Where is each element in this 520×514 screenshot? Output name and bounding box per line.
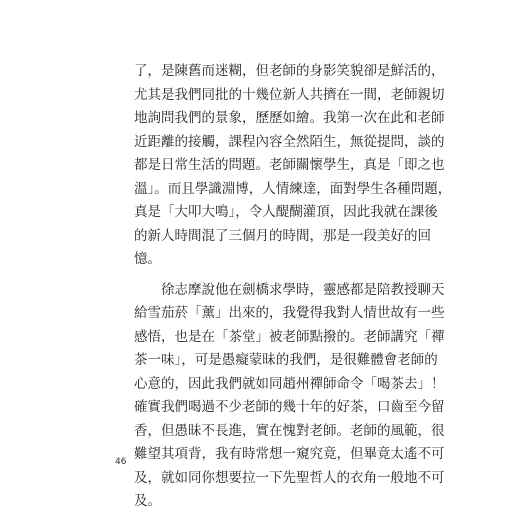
body-text [134,60,452,514]
text-line: 及。 [134,493,161,509]
text-line: 感悟，也是在「茶堂」被老師點撥的。老師講究「禪 [134,328,445,345]
text-line: 都是日常生活的問題。老師關懷學生，真是「即之也 [134,157,445,173]
text-line: 難望其項背，我有時常想一窺究竟，但畢竟太遙不可 [134,446,445,462]
text-line: 憶。 [134,251,161,267]
text-line: 心意的，因此我們就如同趙州禪師命令「喝茶去」！ [134,375,445,392]
text-line: 了，是陳舊而迷糊，但老師的身影笑貌卻是鮮活的， [134,63,445,79]
paragraph-2 [134,279,445,514]
text-line: 近距離的接觸，課程內容全然陌生，無從提問，談的 [134,133,445,150]
text-line: 確實我們喝過不少老師的幾十年的好茶，口齒至今留 [134,399,445,415]
text-line: 給雪茄菸「薰」出來的，我覺得我對人情世故有一些 [134,305,445,321]
paragraph-1 [134,60,452,272]
text-line: 溫」。而且學識淵博，人情練達，面對學生各種問題， [134,180,452,197]
text-line: 茶一味」，可是愚癡蒙昧的我們，是很難體會老師的 [134,352,438,368]
text-line: 香，但愚昧不長進，實在愧對老師。老師的風範，很 [134,422,445,439]
text-line: 及，就如同你想要拉一下先聖哲人的衣角一般地不可 [134,469,445,486]
text-line: 徐志摩說他在劍橋求學時，靈感都是陪教授聊天 [134,281,445,298]
text-line: 的新人時間混了三個月的時間，那是一段美好的回 [134,227,431,244]
text-line: 真是「大叩大鳴」，令人醍醐灌頂，因此我就在課後 [134,204,438,220]
page-number: 46 [115,457,127,467]
text-line: 尤其是我們同批的十幾位新人共擠在一間，老師親切 [134,86,445,103]
text-line: 地詢問我們的景象，歷歷如繪。我第一次在此和老師 [134,110,445,126]
